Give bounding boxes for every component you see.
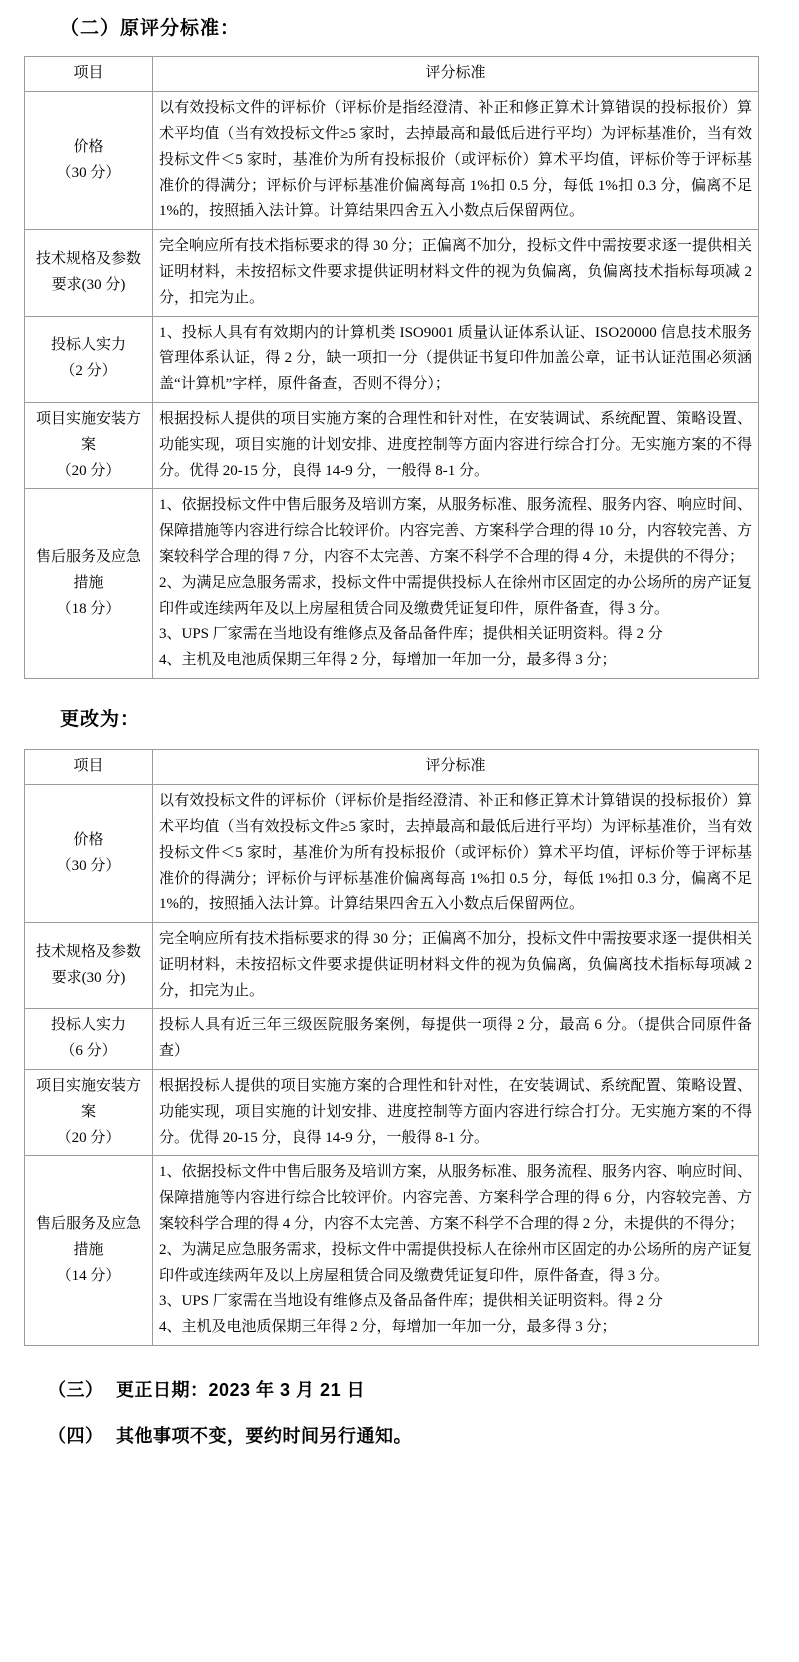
table-row: [25, 316, 759, 402]
footer-clauses: [0, 1346, 799, 1460]
row-item-price: [25, 785, 153, 923]
criteria-paragraph: 3、UPS 厂家需在当地设有维修点及备品备件库；提供相关证明资料。得 2 分: [159, 1293, 663, 1310]
row-item-price: [25, 92, 153, 230]
table-row: [25, 1156, 759, 1346]
item-name-line2: 措施: [73, 1241, 104, 1258]
criteria-paragraph: 4、主机及电池质保期三年得 2 分，每增加一年加一分，最多得 3 分；: [159, 1319, 617, 1336]
item-name-line2: 措施: [73, 574, 104, 591]
row-item-bidder-strength: [25, 1009, 153, 1070]
bottom-spacer: [0, 1460, 799, 1486]
clause-text: 更正日期：2023 年 3 月 21 日: [116, 1380, 366, 1401]
column-header-item: 项目: [25, 750, 153, 785]
item-score: 要求(30 分): [51, 276, 126, 293]
criteria-paragraph: 以有效投标文件的评标价（评标价是指经澄清、补正和修正算术计算错误的投标报价）算术平均值（当有效投标文件≥5 家时，去掉最高和最低后进行平均）为评标基准价，当有效投标文件＜5 家时，基准价为所有投标报价（或评标价）算术平均值，评标价等于评标基准价的得满分；评标价与评标基准价偏离每高 1%扣 0.5 分，每低 1%扣 0.3 分，偏离不足 1%的，按照插入法计算。计算结果四舍五入小数点后保留两位。: [159, 793, 752, 913]
row-item-tech-spec: [25, 230, 153, 316]
item-score: （6 分）: [60, 1043, 117, 1060]
table-row: [25, 1070, 759, 1156]
criteria-paragraph: 3、UPS 厂家需在当地设有维修点及备品备件库；提供相关证明资料。得 2 分: [159, 626, 663, 643]
criteria-paragraph: 以有效投标文件的评标价（评标价是指经澄清、补正和修正算术计算错误的投标报价）算术平均值（当有效投标文件≥5 家时，去掉最高和最低后进行平均）为评标基准价，当有效投标文件＜5 家时，基准价为所有投标报价（或评标价）算术平均值，评标价等于评标基准价的得满分；评标价与评标基准价偏离每高 1%扣 0.5 分，每低 1%扣 0.3 分，偏离不足 1%的，按照插入法计算。计算结果四舍五入小数点后保留两位。: [159, 100, 752, 220]
column-header-item: 项目: [25, 57, 153, 92]
table-row: [25, 489, 759, 679]
item-name: 项目实施安装方: [35, 410, 141, 427]
criteria-paragraph: 投标人具有近三年三级医院服务案例，每提供一项得 2 分，最高 6 分。（提供合同原件备查）: [159, 1017, 752, 1060]
changed-table-body: [25, 785, 759, 1346]
original-scoring-table: [24, 56, 759, 679]
row-criteria-tech-spec: [153, 230, 759, 316]
row-item-implementation-plan: [25, 1070, 153, 1156]
item-score: 要求(30 分): [51, 969, 126, 986]
table-header-row: [25, 57, 759, 92]
criteria-paragraph: 1、依据投标文件中售后服务及培训方案，从服务标准、服务流程、服务内容、响应时间、保障措施等内容进行综合比较评价。内容完善、方案科学合理的得 6 分，内容较完善、方案较科学合理的得 4 分，内容不太完善、方案不科学不合理的得 2 分，未提供的不得分；: [159, 1164, 752, 1233]
row-criteria-bidder-strength: [153, 1009, 759, 1070]
column-header-criteria: 评分标准: [153, 750, 759, 785]
item-score: （20 分）: [56, 462, 121, 479]
item-score: （18 分）: [56, 600, 121, 617]
column-header-criteria: 评分标准: [153, 57, 759, 92]
table-header-row: [25, 750, 759, 785]
clause-marker: （三）: [48, 1380, 104, 1401]
item-name: 价格: [73, 138, 104, 155]
item-name: 技术规格及参数: [35, 251, 141, 268]
section-heading-original: （二）原评分标准：: [60, 18, 241, 39]
item-score: （2 分）: [60, 363, 117, 380]
changed-scoring-table: [24, 749, 759, 1346]
table-row: [25, 923, 759, 1009]
table-row: [25, 402, 759, 488]
row-criteria-implementation-plan: [153, 1070, 759, 1156]
item-score: （30 分）: [56, 164, 121, 181]
original-table-body: [25, 92, 759, 679]
criteria-paragraph: 根据投标人提供的项目实施方案的合理性和针对性，在安装调试、系统配置、策略设置、功能实现，项目实施的计划安排、进度控制等方面内容进行综合打分。无实施方案的不得分。优得 20-15 分，良得 14-9 分，一般得 8-1 分。: [159, 1078, 752, 1146]
row-criteria-after-sales: [153, 489, 759, 679]
criteria-paragraph: 1、投标人具有有效期内的计算机类 ISO9001 质量认证体系认证、ISO20000 信息技术服务管理体系认证，得 2 分，缺一项扣一分（提供证书复印件加盖公章，证书认证范围必须涵盖“计算机”字样，原件备查，否则不得分）；: [159, 324, 752, 393]
clause-marker: （四）: [48, 1425, 104, 1446]
clause-text: 其他事项不变，要约时间另行通知。: [116, 1425, 412, 1446]
row-criteria-after-sales: [153, 1156, 759, 1346]
item-score: （30 分）: [56, 857, 121, 874]
row-item-tech-spec: [25, 923, 153, 1009]
row-criteria-bidder-strength: [153, 316, 759, 402]
row-item-bidder-strength: [25, 316, 153, 402]
item-name: 售后服务及应急: [35, 548, 141, 565]
row-item-implementation-plan: [25, 402, 153, 488]
criteria-paragraph: 1、依据投标文件中售后服务及培训方案，从服务标准、服务流程、服务内容、响应时间、保障措施等内容进行综合比较评价。内容完善、方案科学合理的得 10 分，内容较完善、方案较科学合理的得 7 分，内容不太完善、方案不科学不合理的得 4 分，未提供的不得分；: [159, 497, 752, 565]
row-item-after-sales: [25, 489, 153, 679]
footer-clause-other-matters: [48, 1414, 799, 1460]
criteria-paragraph: 2、为满足应急服务需求，投标文件中需提供投标人在徐州市区固定的办公场所的房产证复印件或连续两年及以上房屋租赁合同及缴费凭证复印件，原件备查，得 3 分。: [159, 1241, 752, 1284]
item-name-line2: 案: [80, 1103, 96, 1120]
criteria-paragraph: 4、主机及电池质保期三年得 2 分，每增加一年加一分，最多得 3 分；: [159, 652, 617, 669]
item-score: （20 分）: [56, 1129, 121, 1146]
item-name: 项目实施安装方: [35, 1078, 141, 1095]
table-row: [25, 92, 759, 230]
criteria-paragraph: 完全响应所有技术指标要求的得 30 分；正偏离不加分，投标文件中需按要求逐一提供相关证明材料，未按招标文件要求提供证明材料文件的视为负偏离，负偏离技术指标每项减 2 分，扣完为止。: [159, 238, 752, 306]
table-row: [25, 1009, 759, 1070]
row-criteria-price: [153, 785, 759, 923]
row-criteria-price: [153, 92, 759, 230]
row-criteria-implementation-plan: [153, 402, 759, 488]
item-name: 价格: [73, 831, 104, 848]
item-name: 技术规格及参数: [35, 943, 141, 960]
row-item-after-sales: [25, 1156, 153, 1346]
table-row: [25, 785, 759, 923]
item-name: 投标人实力: [50, 337, 126, 354]
section-heading-changed: 更改为：: [60, 708, 141, 730]
criteria-paragraph: 2、为满足应急服务需求，投标文件中需提供投标人在徐州市区固定的办公场所的房产证复印件或连续两年及以上房屋租赁合同及缴费凭证复印件，原件备查，得 3 分。: [159, 574, 752, 617]
table-row: [25, 230, 759, 316]
criteria-paragraph: 完全响应所有技术指标要求的得 30 分；正偏离不加分，投标文件中需按要求逐一提供相关证明材料，未按招标文件要求提供证明材料文件的视为负偏离，负偏离技术指标每项减 2 分，扣完为止。: [159, 931, 752, 999]
row-criteria-tech-spec: [153, 923, 759, 1009]
item-name: 售后服务及应急: [35, 1216, 141, 1233]
item-name-line2: 案: [80, 436, 96, 453]
item-score: （14 分）: [56, 1267, 121, 1284]
criteria-paragraph: 根据投标人提供的项目实施方案的合理性和针对性，在安装调试、系统配置、策略设置、功能实现，项目实施的计划安排、进度控制等方面内容进行综合打分。无实施方案的不得分。优得 20-15 分，良得 14-9 分，一般得 8-1 分。: [159, 410, 752, 479]
footer-clause-correction-date: [48, 1368, 799, 1414]
item-name: 投标人实力: [50, 1017, 126, 1034]
